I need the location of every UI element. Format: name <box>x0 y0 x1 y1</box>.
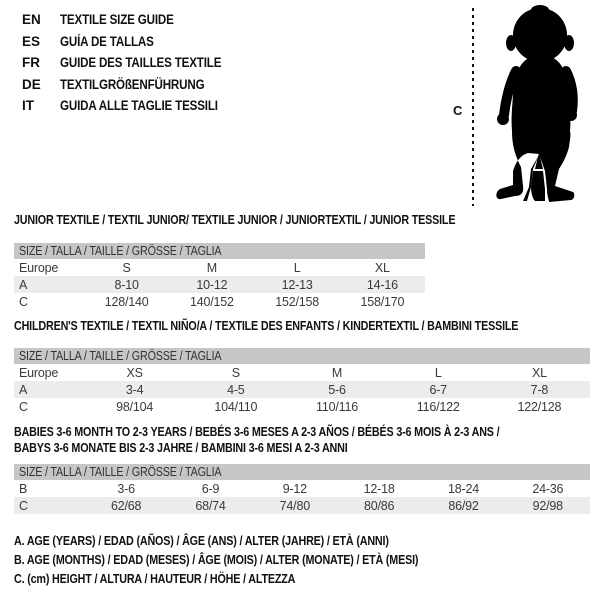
size-table-header-band: SIZE / TALLA / TAILLE / GRÖSSE / TAGLIA <box>14 464 590 480</box>
row-label: C <box>19 294 28 309</box>
size-cell: 122/128 <box>517 399 562 414</box>
row-label: A <box>19 277 28 292</box>
junior-size-table-body <box>14 259 425 310</box>
size-table-row <box>14 381 590 398</box>
row-label: Europe <box>19 365 59 380</box>
language-code: ES <box>22 33 41 49</box>
size-cell: 3-4 <box>125 382 144 397</box>
size-cell: 12-13 <box>281 277 313 292</box>
footnote-a: A. AGE (YEARS) / EDAD (AÑOS) / ÂGE (ANS) / ALTER (JAHRE) / ETÀ (ANNI) <box>14 534 389 548</box>
size-cell: 3-6 <box>117 481 135 496</box>
junior-size-table <box>14 243 425 310</box>
toddler-silhouette-icon <box>483 3 595 209</box>
size-cell: XL <box>531 365 547 380</box>
babies-section-title: BABIES 3-6 MONTH TO 2-3 YEARS / BEBÉS 3-6 MESES A 2-3 AÑOS / BÉBÉS 3-6 MOIS À 2-3 ANS / BABYS 3-6 MONATE BIS 2-3 JAHRE / BAMBINI 3-6 MESI A 2-3 ANNI <box>14 425 500 455</box>
height-measure-line-icon <box>472 8 474 206</box>
size-cell: 140/152 <box>189 294 234 309</box>
size-cell: 68/74 <box>195 498 226 513</box>
size-cell: 6-9 <box>201 481 220 496</box>
size-cell: L <box>293 260 301 275</box>
size-cell: 92/98 <box>532 498 563 513</box>
size-cell: 104/110 <box>214 399 258 414</box>
size-cell: 8-10 <box>114 277 139 292</box>
row-label: B <box>19 481 28 496</box>
language-row <box>22 9 248 31</box>
size-cell: 80/86 <box>364 498 395 513</box>
language-code: DE <box>22 76 41 92</box>
size-cell: 14-16 <box>366 277 398 292</box>
size-cell: XS <box>126 365 143 380</box>
size-cell: 9-12 <box>282 481 307 496</box>
size-cell: 18-24 <box>447 481 479 496</box>
row-label: C <box>19 498 28 513</box>
row-label: A <box>19 382 28 397</box>
language-code: FR <box>22 55 40 71</box>
size-cell: S <box>122 260 131 275</box>
footnote-c: C. (cm) HEIGHT / ALTURA / HAUTEUR / HÖHE / ALTEZZA <box>14 572 296 586</box>
guide-title: GUIDA ALLE TAGLIE TESSILI <box>60 98 218 114</box>
size-cell: L <box>434 365 442 380</box>
size-cell: 5-6 <box>328 382 346 397</box>
size-cell: 152/158 <box>275 294 320 309</box>
footnote-list <box>14 534 484 591</box>
guide-title: TEXTILE SIZE GUIDE <box>60 12 174 28</box>
language-row <box>22 74 248 96</box>
language-code: IT <box>22 98 34 114</box>
footnote-b: B. AGE (MONTHS) / EDAD (MESES) / ÂGE (MOIS) / ALTER (MONATE) / ETÀ (MESI) <box>14 553 419 567</box>
size-cell: 4-5 <box>227 382 245 397</box>
size-cell: 86/92 <box>448 498 479 513</box>
size-table-header-band: SIZE / TALLA / TAILLE / GRÖSSE / TAGLIA <box>14 348 590 364</box>
size-cell: 128/140 <box>104 294 149 309</box>
size-cell: 110/116 <box>316 399 358 414</box>
size-cell: 24-36 <box>532 481 564 496</box>
row-label: C <box>19 399 28 414</box>
size-table-row <box>14 276 425 293</box>
language-code: EN <box>22 12 41 28</box>
size-table-row <box>14 259 425 276</box>
size-table-header-band: SIZE / TALLA / TAILLE / GRÖSSE / TAGLIA <box>14 243 425 259</box>
size-cell: M <box>206 260 217 275</box>
babies-size-table <box>14 464 590 514</box>
size-table-row <box>14 293 425 310</box>
guide-title: TEXTILGRÖßENFÜHRUNG <box>60 76 205 92</box>
size-cell: 10-12 <box>196 277 228 292</box>
size-cell: 74/80 <box>279 498 310 513</box>
size-cell: 116/122 <box>416 399 460 414</box>
size-table-row <box>14 364 590 381</box>
size-cell: M <box>331 365 343 380</box>
babies-size-table-body <box>14 480 590 514</box>
row-label: Europe <box>19 260 59 275</box>
size-table-row <box>14 480 590 497</box>
children-size-table <box>14 348 590 415</box>
language-title-list <box>22 9 248 117</box>
guide-title: GUÍA DE TALLAS <box>60 33 154 49</box>
guide-title: GUIDE DES TAILLES TEXTILE <box>60 55 222 71</box>
size-cell: 7-8 <box>530 382 549 397</box>
size-cell: 12-18 <box>363 481 395 496</box>
junior-section-title: JUNIOR TEXTILE / TEXTIL JUNIOR/ TEXTILE JUNIOR / JUNIORTEXTIL / JUNIOR TESSILE <box>14 213 456 227</box>
size-table-row <box>14 497 590 514</box>
language-row <box>22 95 248 117</box>
size-cell: S <box>231 365 240 380</box>
language-row <box>22 52 248 74</box>
size-cell: 62/68 <box>111 498 142 513</box>
size-cell: XL <box>374 260 390 275</box>
size-cell: 158/170 <box>360 294 405 309</box>
children-size-table-body <box>14 364 590 415</box>
measure-label-c: C <box>453 103 463 118</box>
size-cell: 6-7 <box>429 382 447 397</box>
size-cell: 98/104 <box>116 399 154 414</box>
language-row <box>22 31 248 53</box>
size-table-row <box>14 398 590 415</box>
children-section-title: CHILDREN'S TEXTILE / TEXTIL NIÑO/A / TEXTILE DES ENFANTS / KINDERTEXTIL / BAMBINI TESSILE <box>14 319 519 333</box>
